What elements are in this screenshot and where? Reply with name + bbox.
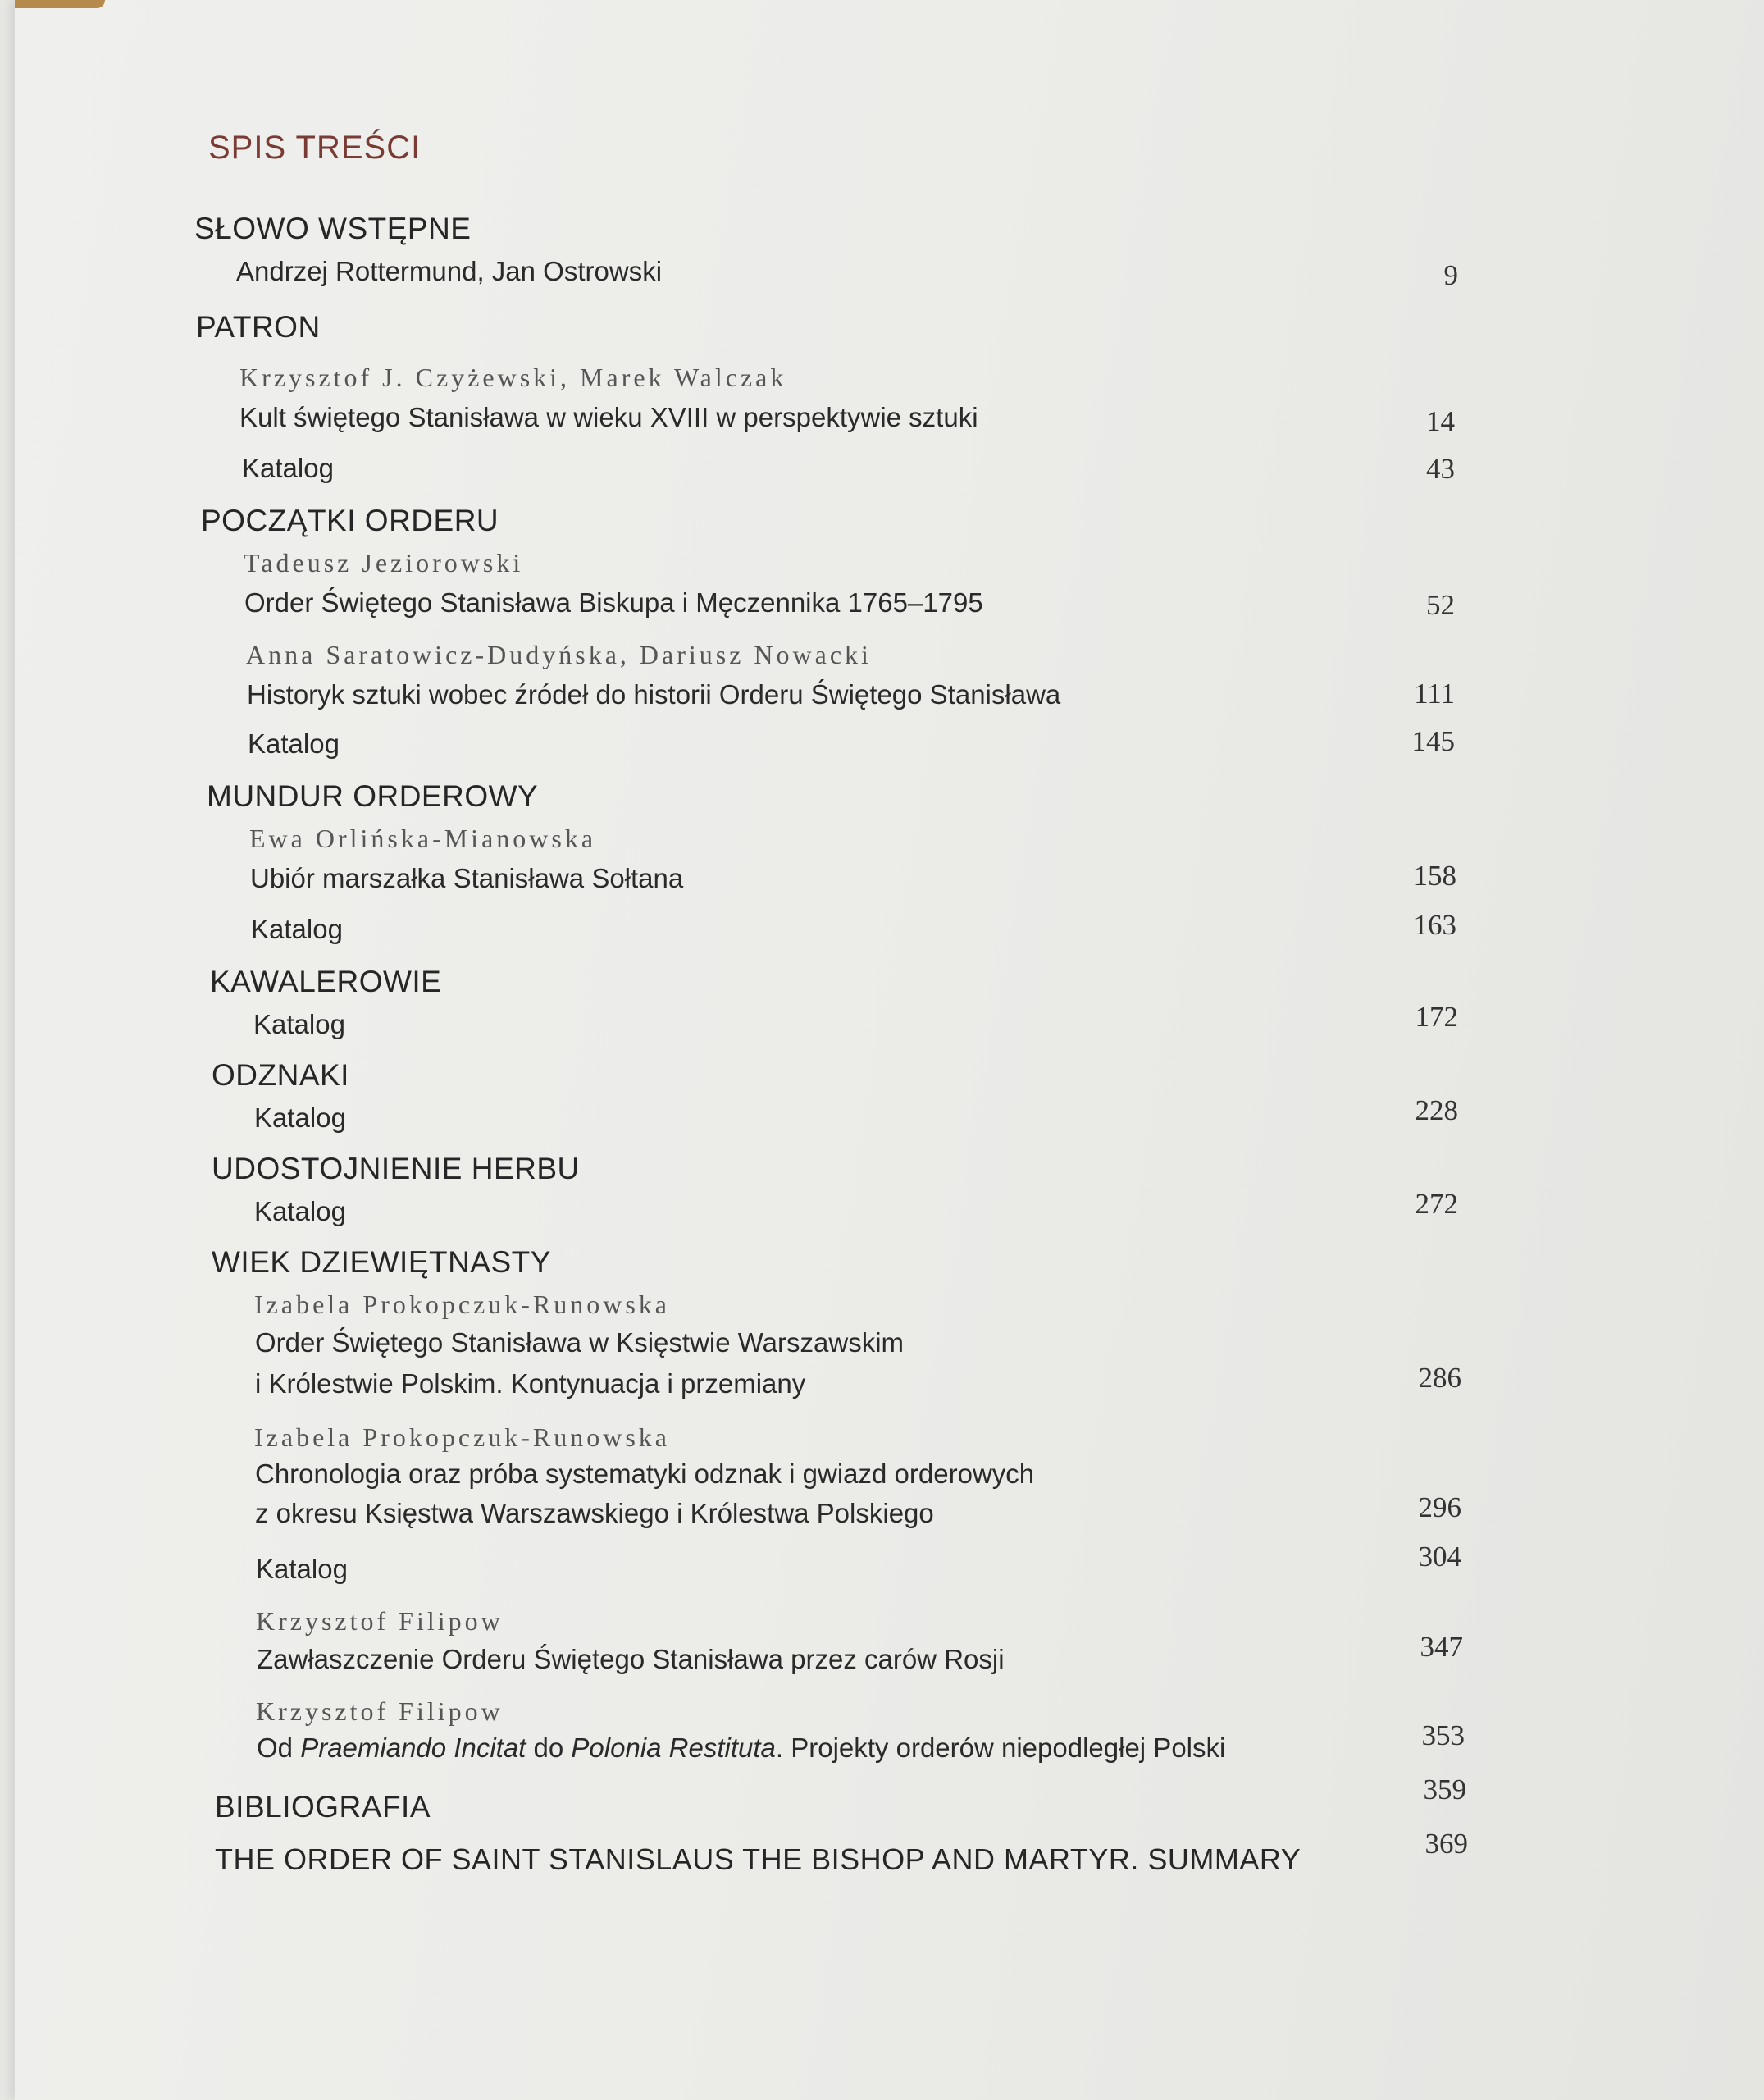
section-poczatki-orderu: POCZĄTKI ORDERU (201, 504, 499, 537)
section-kawalerowie: KAWALEROWIE (210, 965, 442, 998)
patron-page-1: 14 (1426, 405, 1455, 437)
wiek-page-4: 353 (1421, 1719, 1465, 1751)
section-summary: THE ORDER OF SAINT STANISLAUS THE BISHOP AND MARTYR. SUMMARY (215, 1842, 1301, 1876)
odznaki-katalog-page: 228 (1415, 1094, 1458, 1126)
poczatki-katalog: Katalog (248, 728, 340, 759)
mundur-page-1: 158 (1413, 860, 1456, 892)
mundur-katalog-page: 163 (1413, 909, 1456, 941)
wiek-article-2-line-1: Chronologia oraz próba systematyki odznak i gwiazd orderowych (255, 1459, 1035, 1489)
patron-katalog-page: 43 (1426, 453, 1455, 485)
slowo-page: 9 (1443, 259, 1458, 291)
wiek-article-3: Zawłaszczenie Orderu Świętego Stanisława przez carów Rosji (257, 1644, 1005, 1674)
wiek-author-4: Krzysztof Filipow (256, 1696, 504, 1726)
patron-article-1: Kult świętego Stanisława w wieku XVIII w perspektywie sztuki (239, 402, 978, 432)
wiek-author-1: Izabela Prokopczuk-Runowska (254, 1290, 670, 1319)
section-slowo-wstepne: SŁOWO WSTĘPNE (194, 212, 472, 245)
wiek-page-2: 296 (1418, 1491, 1461, 1523)
book-page (15, 0, 1764, 2100)
wiek-page-1: 286 (1418, 1362, 1461, 1394)
section-odznaki: ODZNAKI (212, 1058, 349, 1092)
page-title: SPIS TREŚCI (208, 130, 422, 166)
udostojnienie-katalog: Katalog (254, 1196, 346, 1226)
udostojnienie-katalog-page: 272 (1415, 1188, 1458, 1220)
section-patron: PATRON (196, 310, 321, 344)
wiek-article-4-part-a: Od (257, 1732, 301, 1763)
wiek-article-4-part-e: . Projekty orderów niepodległej Polski (775, 1732, 1226, 1763)
section-bibliografia: BIBLIOGRAFIA (215, 1790, 431, 1824)
patron-author-1: Krzysztof J. Czyżewski, Marek Walczak (239, 363, 787, 392)
wiek-page-3: 347 (1420, 1631, 1463, 1663)
odznaki-katalog: Katalog (254, 1102, 346, 1133)
section-wiek-dziewietnasty: WIEK DZIEWIĘTNASTY (212, 1245, 551, 1279)
mundur-katalog: Katalog (251, 914, 343, 944)
kawalerowie-katalog: Katalog (253, 1009, 345, 1039)
wiek-article-1-line-1: Order Świętego Stanisława w Księstwie Warszawskim (255, 1327, 905, 1358)
poczatki-article-1: Order Świętego Stanisława Biskupa i Męczennika 1765–1795 (244, 587, 983, 618)
poczatki-author-2: Anna Saratowicz-Dudyńska, Dariusz Nowacki (246, 640, 872, 669)
wiek-katalog: Katalog (256, 1554, 348, 1584)
wiek-author-3: Krzysztof Filipow (256, 1606, 504, 1636)
poczatki-page-1: 52 (1426, 589, 1455, 621)
mundur-article-1: Ubiór marszałka Stanisława Sołtana (250, 863, 684, 893)
wiek-article-4-part-b: Praemiando Incitat (300, 1732, 526, 1763)
wiek-article-1-line-2: i Królestwie Polskim. Kontynuacja i przemiany (255, 1368, 806, 1399)
wiek-author-2: Izabela Prokopczuk-Runowska (254, 1422, 670, 1452)
section-udostojnienie-herbu: UDOSTOJNIENIE HERBU (212, 1152, 580, 1185)
poczatki-article-2: Historyk sztuki wobec źródeł do historii Orderu Świętego Stanisława (247, 679, 1061, 710)
poczatki-author-1: Tadeusz Jeziorowski (244, 548, 524, 578)
patron-katalog: Katalog (242, 453, 334, 483)
wiek-katalog-page: 304 (1418, 1541, 1461, 1573)
poczatki-page-2: 111 (1414, 678, 1455, 710)
section-mundur-orderowy: MUNDUR ORDEROWY (207, 779, 539, 813)
wiek-article-4-part-d: Polonia Restituta (571, 1732, 776, 1763)
wiek-article-4 (257, 1732, 1225, 1764)
summary-page: 369 (1424, 1828, 1468, 1860)
slowo-authors: Andrzej Rottermund, Jan Ostrowski (236, 256, 663, 286)
bibliografia-page: 359 (1423, 1774, 1466, 1806)
mundur-author-1: Ewa Orlińska-Mianowska (249, 824, 597, 853)
page-corner-tab (15, 0, 105, 8)
wiek-article-2-line-2: z okresu Księstwa Warszawskiego i Królestwa Polskiego (255, 1498, 934, 1528)
kawalerowie-katalog-page: 172 (1415, 1001, 1458, 1033)
poczatki-katalog-page: 145 (1411, 725, 1455, 757)
wiek-article-4-part-c: do (526, 1732, 572, 1763)
